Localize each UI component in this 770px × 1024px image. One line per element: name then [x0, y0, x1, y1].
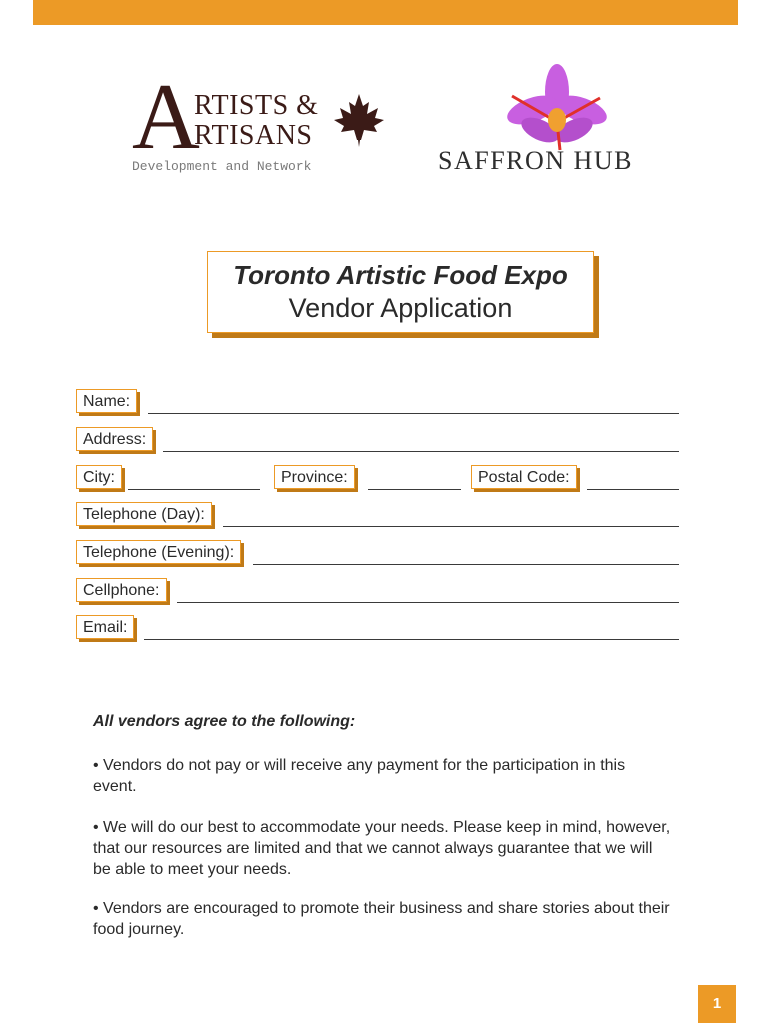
- cellphone-label: Cellphone:: [76, 578, 167, 602]
- email-field[interactable]: [144, 639, 679, 640]
- title-box: [207, 251, 594, 333]
- address-label: Address:: [76, 427, 153, 451]
- terms-heading: All vendors agree to the following:: [93, 713, 356, 730]
- province-label: Province:: [274, 465, 355, 489]
- province-field[interactable]: [368, 489, 461, 490]
- city-label: City:: [76, 465, 122, 489]
- page-number: 1: [698, 985, 736, 1023]
- logo-line-artists: RTISTS &: [194, 90, 319, 121]
- city-field[interactable]: [128, 489, 260, 490]
- artists-artisans-logo: [128, 65, 398, 180]
- title-main: Toronto Artistic Food Expo: [233, 260, 568, 290]
- name-label: Name:: [76, 389, 137, 413]
- saffron-hub-text: SAFFRON HUB: [438, 146, 633, 175]
- telephone-evening-label: Telephone (Evening):: [76, 540, 241, 564]
- saffron-flower-icon: [502, 62, 612, 154]
- telephone-day-label: Telephone (Day):: [76, 502, 212, 526]
- telephone-day-field[interactable]: [223, 526, 679, 527]
- logo-big-letter: A: [132, 65, 200, 169]
- maple-leaf-icon: [332, 92, 386, 148]
- cellphone-field[interactable]: [177, 602, 679, 603]
- saffron-hub-logo: [438, 62, 658, 182]
- address-field[interactable]: [163, 451, 679, 452]
- name-field[interactable]: [148, 413, 679, 414]
- term-item: • Vendors do not pay or will receive any payment for the participation in this event.: [93, 757, 626, 795]
- logo-tagline: Development and Network: [132, 159, 312, 174]
- telephone-evening-field[interactable]: [253, 564, 679, 565]
- title-sub: Vendor Application: [288, 293, 513, 323]
- top-accent-bar: [33, 0, 738, 25]
- term-item: • We will do our best to accommodate your needs. Please keep in mind, however, that our resources are limited and that we cannot always guarantee that we will be able to meet your needs.: [93, 819, 671, 878]
- email-label: Email:: [76, 615, 134, 639]
- postal-code-label: Postal Code:: [471, 465, 577, 489]
- term-item: • Vendors are encouraged to promote their business and share stories about their food journey.: [93, 900, 670, 938]
- postal-code-field[interactable]: [587, 489, 679, 490]
- logo-line-artisans: RTISANS: [194, 120, 313, 151]
